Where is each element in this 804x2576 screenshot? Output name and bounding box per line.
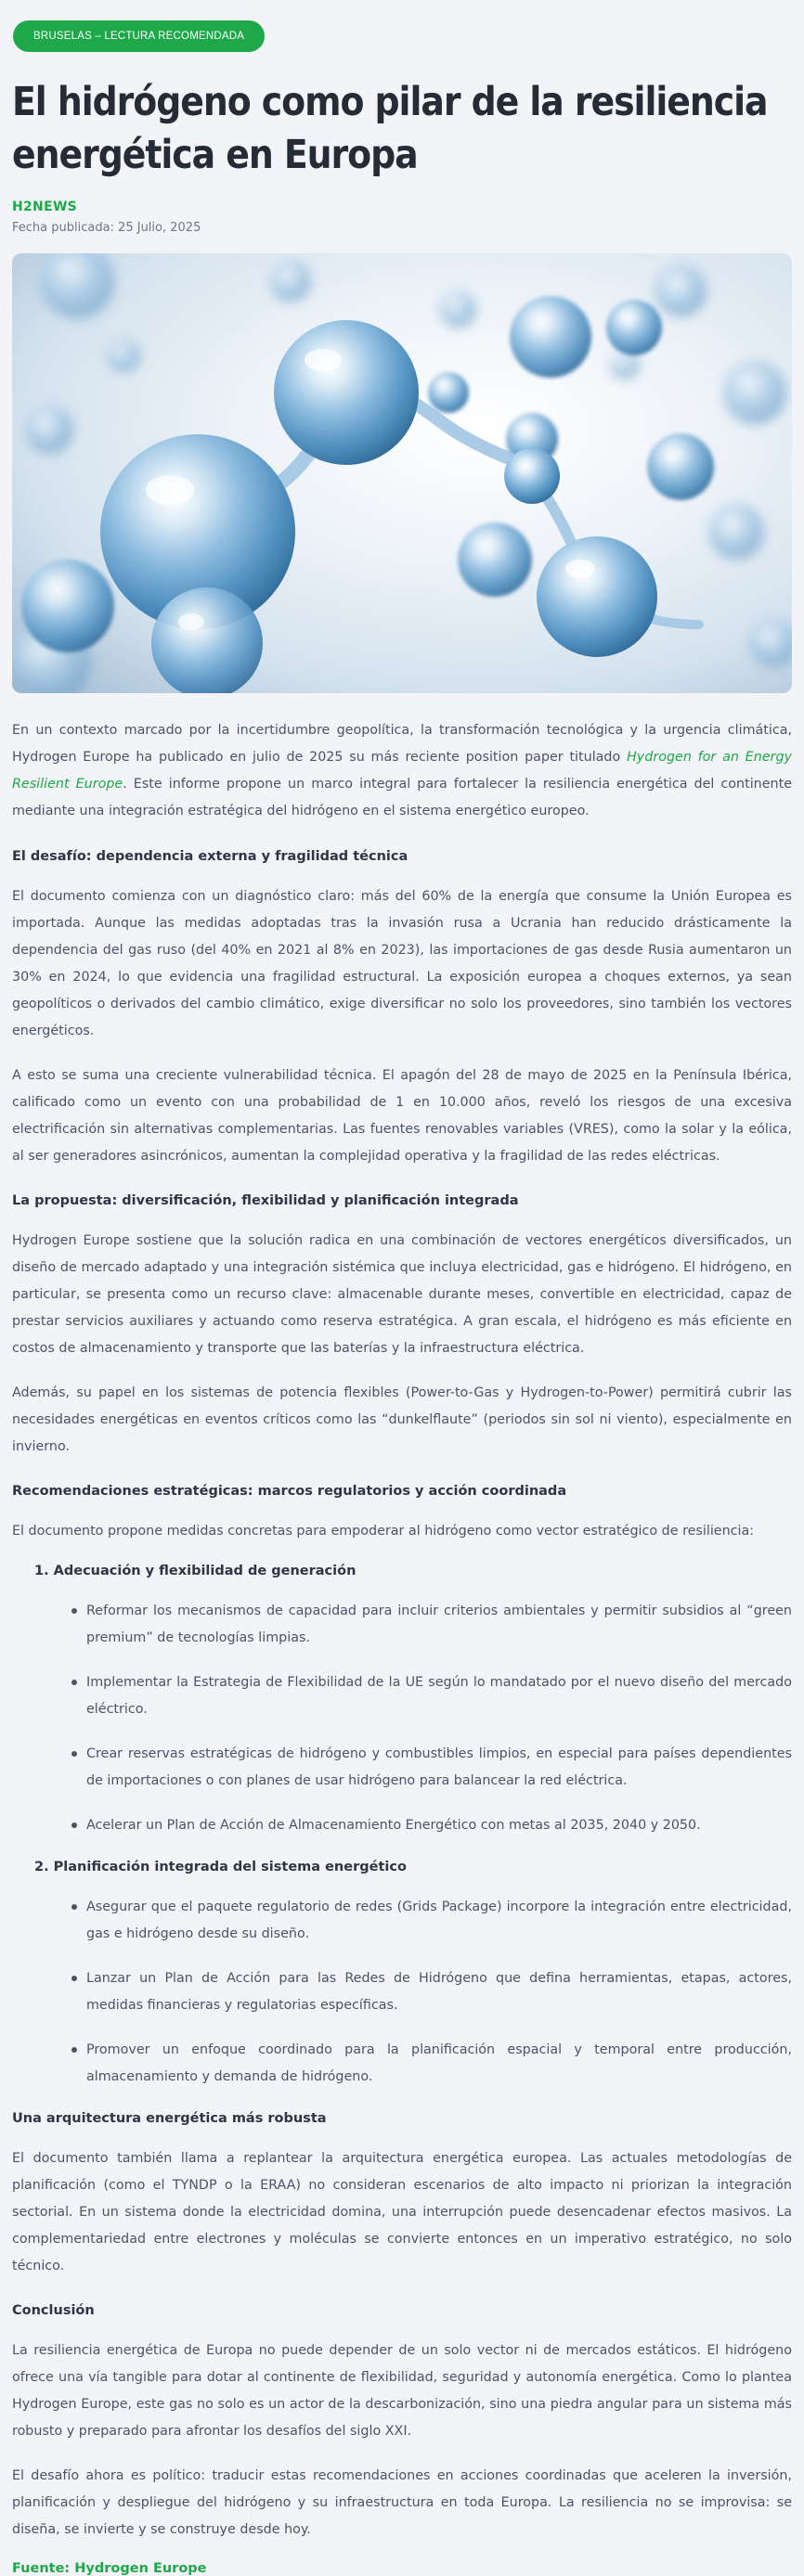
section2-paragraph-2: Además, su papel en los sistemas de potencia flexibles (Power-to-Gas y Hydrogen-to-Power) permitirá cubrir las necesidades energéticas en eventos críticos como las “dunkelflaute” (periodos sin sol ni viento), especialmente en invierno.: [12, 1385, 792, 1454]
bullet-icon: [71, 1823, 77, 1828]
publish-date: Fecha publicada: 25 Julio, 2025: [12, 221, 201, 235]
category-badge[interactable]: BRUSELAS – LECTURA RECOMENDADA: [13, 20, 265, 52]
recommendation-title: 1. Adecuación y flexibilidad de generación: [34, 1564, 357, 1578]
list-item: [12, 1854, 792, 2091]
list-item-text: Reformar los mecanismos de capacidad para incluir criterios ambientales y permitir subsidios al “green premium” de tecnologías limpias.: [86, 1604, 792, 1645]
list-item: [12, 1965, 792, 2019]
position-paper-link[interactable]: Hydrogen for an Energy Resilient Europe: [12, 750, 792, 792]
bullet-icon: [71, 1976, 77, 1981]
recommendation-title: 2. Planificación integrada del sistema energético: [34, 1860, 407, 1874]
section1-paragraph-2: A esto se suma una creciente vulnerabilidad técnica. El apagón del 28 de mayo de 2025 en la Península Ibérica, calificado como un evento con una probabilidad de 1 en 10.000 años, reveló los riesgos de una excesiva electrificación sin alternativas complementarias. Las fuentes renovables variables (VRES), como la solar y la eólica, al ser generadores asincrónicos, aumentan la complejidad operativa y la fragilidad de las redes eléctricas.: [12, 1068, 792, 1164]
list-item-text: Crear reservas estratégicas de hidrógeno y combustibles limpios, en especial para países dependientes de importaciones o con planes de usar hidrógeno para balancear la red eléctrica.: [86, 1746, 792, 1788]
bullet-icon: [71, 1904, 77, 1910]
section-heading-conclusion: Conclusión: [12, 2303, 95, 2318]
bullet-icon: [71, 1680, 77, 1685]
intro-text-end: . Este informe propone un marco integral para fortalecer la resiliencia energética del continente mediante una integración estratégica del hidrógeno en el sistema energético europeo.: [12, 777, 792, 818]
hero-illustration: [12, 253, 792, 693]
hydrogen-molecules-image: [12, 253, 792, 693]
footer-source-link[interactable]: Fuente: Hydrogen Europe: [12, 2561, 207, 2576]
recommendations-list: [12, 1558, 792, 2091]
bullet-icon: [71, 2047, 77, 2053]
section5-paragraph-2: El desafío ahora es político: traducir estas recomendaciones en acciones coordinadas que aceleren la inversión, planificación y despliegue del hidrógeno y su infraestructura en toda Europa. La resiliencia no se improvisa: se diseña, se invierte y se construye desde hoy.: [12, 2468, 792, 2537]
list-item: [12, 1894, 792, 1948]
section-heading-arquitectura: Una arquitectura energética más robusta: [12, 2111, 327, 2126]
source-tag[interactable]: H2NEWS: [12, 200, 78, 214]
list-item: [12, 1669, 792, 1723]
section4-paragraph-1: El documento también llama a replantear la arquitectura energética europea. Las actuales metodologías de planificación (como el TYNDP o la ERAA) no consideran escenarios de alto impacto ni priorizan la integración sectorial. En un sistema donde la electricidad domina, una interrupción puede desencadenar efectos masivos. La complementariedad entre electrones y moléculas se convierte entonces en un imperativo estratégico, no solo técnico.: [12, 2151, 792, 2273]
list-item-text: Lanzar un Plan de Acción para las Redes de Hidrógeno que defina herramientas, etapas, actores, medidas financieras y regulatorias específicas.: [86, 1971, 792, 2013]
article-title: El hidrógeno como pilar de la resiliencia energética en Europa: [12, 79, 768, 178]
list-item: [12, 1558, 792, 1839]
section1-paragraph-1: El documento comienza con un diagnóstico claro: más del 60% de la energía que consume la Unión Europea es importada. Aunque las medidas adoptadas tras la invasión rusa a Ucrania han reducido drásticamente la dependencia del gas ruso (del 40% en 2021 al 8% en 2023), las importaciones de gas desde Rusia aumentaron un 30% en 2024, lo que evidencia una fragilidad estructural. La exposición europea a choques externos, ya sean geopolíticos o derivados del cambio climático, exige diversificar no solo los proveedores, sino también los vectores energéticos.: [12, 889, 792, 1038]
section5-paragraph-1: La resiliencia energética de Europa no puede depender de un solo vector ni de mercados estáticos. El hidrógeno ofrece una vía tangible para dotar al continente de flexibilidad, seguridad y autonomía energética. Como lo plantea Hydrogen Europe, este gas no solo es un actor de la descarbonización, sino una piedra angular para un sistema más robusto y preparado para afrontar los desafíos del siglo XXI.: [12, 2343, 792, 2439]
bullet-icon: [71, 1608, 77, 1614]
section2-paragraph-1: Hydrogen Europe sostiene que la solución radica en una combinación de vectores energéticos diversificados, un diseño de mercado adaptado y una integración sistémica que incluya electricidad, gas e hidrógeno. El hidrógeno, en particular, se presenta como un recurso clave: almacenable durante meses, convertible en electricidad, capaz de prestar servicios auxiliares y actuando como reserva estratégica. A gran escala, el hidrógeno es más eficiente en costos de almacenamiento y transporte que las baterías y la infraestructura eléctrica.: [12, 1233, 792, 1356]
list-item-text: Promover un enfoque coordinado para la planificación espacial y temporal entre producción, almacenamiento y demanda de hidrógeno.: [86, 2042, 792, 2084]
list-item: [12, 1812, 792, 1839]
section-heading-desafio: El desafío: dependencia externa y fragilidad técnica: [12, 849, 408, 864]
list-item: [12, 1741, 792, 1795]
list-item: [12, 2037, 792, 2091]
article-body: [12, 717, 792, 2576]
section-heading-propuesta: La propuesta: diversificación, flexibilidad y planificación integrada: [12, 1193, 519, 1208]
sub-list: [12, 1598, 792, 1839]
list-item-text: Asegurar que el paquete regulatorio de redes (Grids Package) incorpore la integración entre electricidad, gas e hidrógeno desde su diseño.: [86, 1900, 792, 1941]
sub-list: [12, 1894, 792, 2091]
section3-intro: El documento propone medidas concretas para empoderar al hidrógeno como vector estratégico de resiliencia:: [12, 1524, 755, 1539]
list-item-text: Acelerar un Plan de Acción de Almacenamiento Energético con metas al 2035, 2040 y 2050.: [86, 1818, 701, 1833]
section-heading-recomendaciones: Recomendaciones estratégicas: marcos regulatorios y acción coordinada: [12, 1484, 567, 1499]
intro-text-start: En un contexto marcado por la incertidumbre geopolítica, la transformación tecnológica y la urgencia climática, Hydrogen Europe ha publicado en julio de 2025 su más reciente position paper titulado: [12, 723, 792, 765]
bullet-icon: [71, 1751, 77, 1757]
list-item-text: Implementar la Estrategia de Flexibilidad de la UE según lo mandatado por el nuevo diseño del mercado eléctrico.: [86, 1675, 792, 1717]
list-item: [12, 1598, 792, 1652]
intro-paragraph: [12, 717, 792, 825]
